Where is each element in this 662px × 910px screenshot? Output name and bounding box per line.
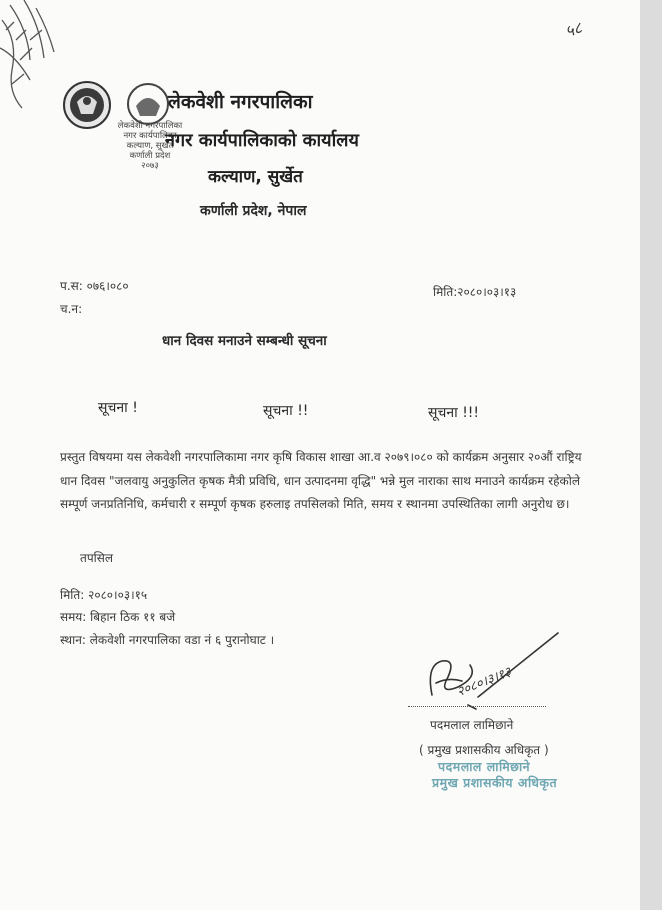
seal-line-5: २०७३ bbox=[141, 161, 159, 171]
letter-number: प.स: ०७६।०८० bbox=[60, 279, 129, 293]
event-date: मिति: २०८०।०३।१५ bbox=[60, 588, 148, 602]
details-heading: तपसिल bbox=[80, 551, 114, 565]
name-stamp: पदमलाल लामिछाने bbox=[438, 759, 531, 774]
notice-heading-2: सूचना !! bbox=[263, 403, 309, 419]
signatory-name: पदमलाल लामिछाने bbox=[430, 718, 514, 732]
emblem-icon bbox=[62, 80, 112, 130]
office-location: कल्याण, सुर्खेत bbox=[208, 167, 303, 187]
seal-line-4: कर्णाली प्रदेश bbox=[129, 151, 171, 161]
body-paragraph: प्रस्तुत विषयमा यस लेकवेशी नगरपालिकामा नगर कृषि विकास शाखा आ.व २०७९।०८० को कार्यक्रम अनुसार २०औं राष्ट्रिय धान दिवस "जलवायु अनुकुलित कृषक मैत्री प्रविधि, धान उत्पादनमा वृद्धि" भन्ने मुल नाराका साथ मनाउने कार्यक्रम रहेकोले सम्पूर्ण जनप्रतिनिधि, कर्मचारी र सम्पूर्ण कृषक हरुलाइ तपसिलको मिति, समय र स्थानमा उपस्थितिका लागी अनुरोध छ। bbox=[60, 450, 582, 511]
seal-line-2: नगर कार्यपालिका bbox=[123, 131, 177, 141]
event-time: समय: बिहान ठिक ११ बजे bbox=[60, 610, 176, 624]
seal-line-1: लेकवेशी नगरपालिका bbox=[117, 121, 183, 131]
dispatch-number: च.न: bbox=[60, 302, 83, 316]
signature-date: २०८०।३।१३ bbox=[454, 664, 514, 701]
seal-line-3: कल्याण, सुर्खेत bbox=[126, 141, 174, 151]
notice-heading-3: सूचना !!! bbox=[428, 405, 480, 421]
municipality-name: लेकवेशी नगरपालिका bbox=[168, 91, 313, 113]
signatory-title: ( प्रमुख प्रशासकीय अधिकृत ) bbox=[419, 743, 549, 757]
letter-date: मिति:२०८०।०३।१३ bbox=[433, 285, 517, 299]
title-stamp: प्रमुख प्रशासकीय अधिकृत bbox=[432, 775, 558, 790]
office-name: नगर कार्यपालिकाको कार्यालय bbox=[165, 130, 359, 151]
subject-line: धान दिवस मनाउने सम्बन्धी सूचना bbox=[162, 333, 327, 349]
event-place: स्थान: लेकवेशी नगरपालिका वडा नं ६ पुरानोघाट । bbox=[60, 633, 275, 647]
plant-drawing bbox=[0, 0, 62, 110]
notice-heading-1: सूचना ! bbox=[98, 400, 138, 416]
signature-line bbox=[408, 706, 546, 707]
marginalia-mark: ५८ bbox=[562, 17, 585, 42]
province-name: कर्णाली प्रदेश, नेपाल bbox=[200, 203, 307, 219]
